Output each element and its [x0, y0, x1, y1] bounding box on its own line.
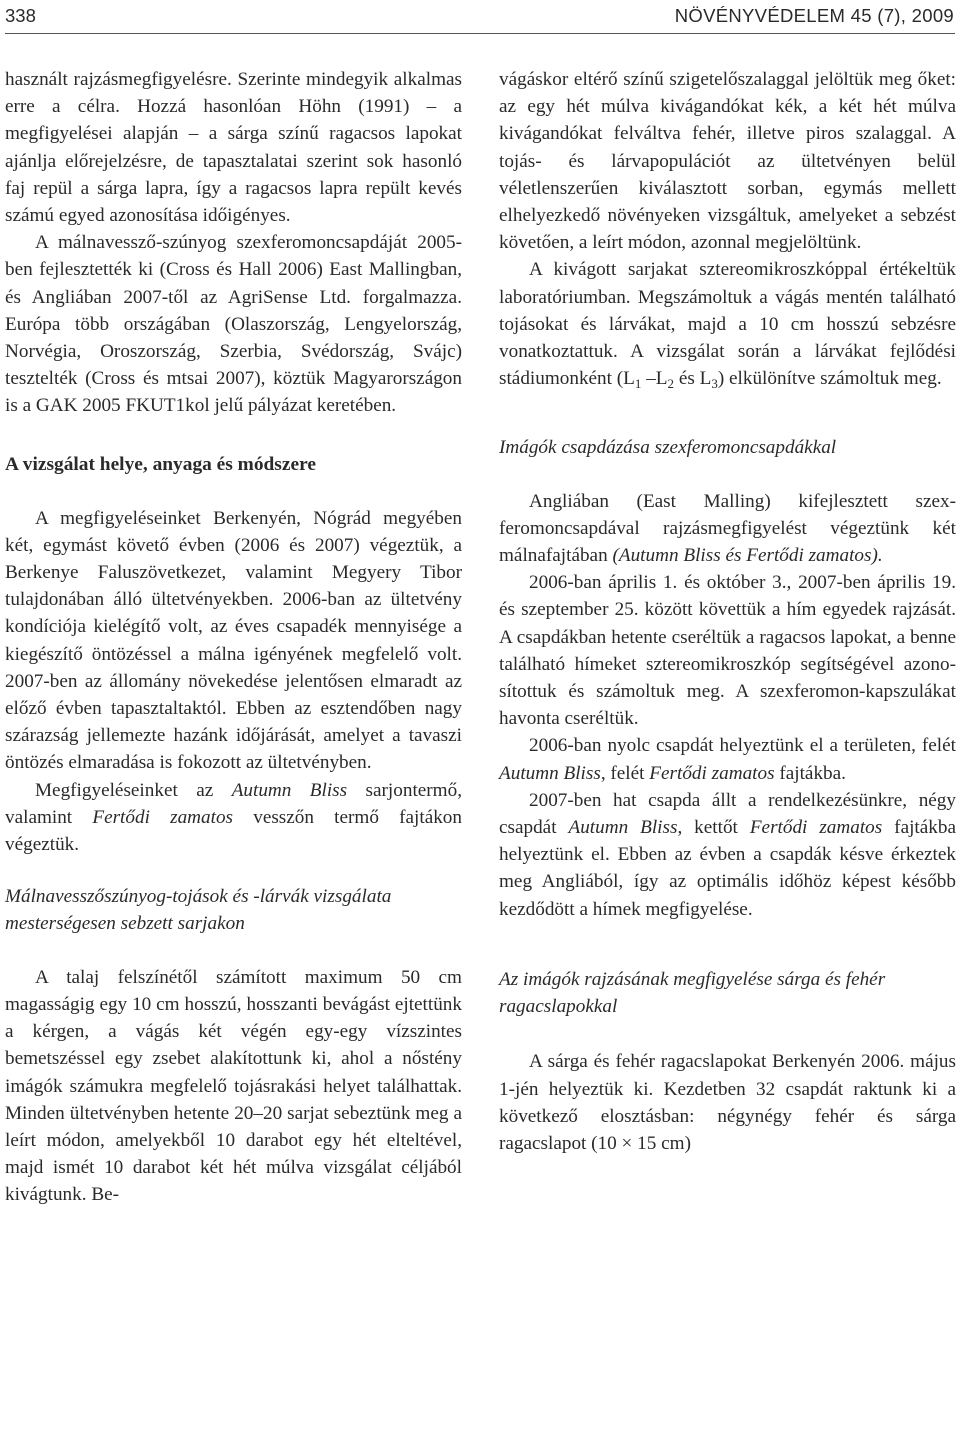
- header-rule: [5, 33, 955, 34]
- cultivar-name: Fertődi zamatos: [649, 762, 775, 784]
- text-span: Angliában (East Malling) kifejlesztett szexferomoncsapdával rajzásmegfigyelést végeztünk két málnafajtában: [499, 490, 956, 567]
- subscript: 2: [667, 376, 675, 392]
- paragraph-2007-traps: [499, 787, 956, 923]
- paragraph-study-site: A megfigyeléseinket Berkenyén, Nógrád megyében két, egymást követő évben (2006 és 2007) végeztük, a Berkenye Faluszövetkezet, valamint Megyery Tibor tulajdonában álló ültetvényekben. 2006-ban az ültetvény kondíciója kielégítő volt, az éves csapadék mennyisége a kiegészítő öntözéssel a málna igényének megfelelő volt. 2007-ben az állomány növekedése jelentősen elmaradt az előző évben tapasztaltaktól. Ebben az esztendőben nagy szárazság jellemezte hazánk időjárását, amelyet a tavaszi öntözés elmaradása is fokozott az ültetvényben.: [5, 507, 462, 774]
- cultivar-name: Autumn Bliss: [568, 817, 678, 839]
- subheading-eggs-larvae: Málnavesszőszúnyog-tojások és -lárvák vizsgálata mesterségesen sebzett sarjakon: [5, 886, 392, 935]
- subscript: 1: [634, 376, 642, 392]
- paragraph-marking-shoots: vágáskor eltérő színű szigetelőszalaggal jelöltük meg őket: az egy hét múlva kivágandókat kék, a két hét múlva kivágandókat felváltva fehér, illetve piros szalaggal. A tojás- és lárvapopulációt az ültetvényen belül véletlenszerűen kiválasztott sorban, egymás mellett elhelyezkedő növényeken vizsgáltuk, amelyeket a sebzést követően, a leírt módon, azonnal megjelöltünk.: [499, 69, 956, 254]
- cultivar-name: Autumn Bliss: [499, 762, 601, 784]
- paragraph-continued-intro: használt rajzásmegfigyelésre. Szerinte mindegyik alkalmas erre a célra. Hozzá hasonlóan Höhn (1991) – a megfigyelései alapján – a sárga színű ragacsos lapokat ajánlja előrejelzésre, de tapasztalatai szerint sok hasonló faj repül a sárga lapra, így a ragacsos lapra repült kevés számú egyed azonosítása időigényes.: [5, 69, 462, 227]
- text-span: , kettőt: [677, 817, 750, 839]
- paragraph-lab-evaluation: [499, 256, 956, 392]
- paragraph-pheromone-trap-history: A málnavessző-szúnyog szexferomoncsapdáját 2005-ben fejlesztették ki (Cross és Hall 2006) East Mallingban, és Angliában 2007-től az AgriSense Ltd. forgalmazza. Európa több országában (Olaszország, Lengyelország, Norvégia, Oroszország, Szerbia, Svédország, Svájc) tesztelték (Cross és mtsai 2007), köztük Magyarországon is a GAK 2005 FKUT1kol jelű pályázat keretében.: [5, 232, 462, 417]
- subheading-pheromone-trapping: Imágók csapdázása szexferomoncsapdákkal: [499, 437, 837, 459]
- subheading-sticky-plates: Az imágók rajzásának megfigyelése sárga és fehér ragacslapokkal: [499, 968, 886, 1018]
- paragraph-wounding-method: A talaj felszínétől számított maximum 50 cm magasságig egy 10 cm hosszú, hosszanti bevágást ejtettünk a kérgen, a vágás két végén egy-egy vízszintes bemetszéssel egy zsebet alakítottunk ki, ahol a nőstény imágók számukra megfelelő tojásrakási helyet találhattak. Minden ültetvényben hetente 20–20 sarjat sebeztünk meg a leírt módon, amelyekből 10 darabot egy hét elteltével, majd ismét 10 darabot két hét múlva vizsgálat céljából kivágtunk. Be-: [5, 966, 462, 1206]
- text-span: ) elkülönítve számoltuk meg.: [717, 368, 942, 390]
- text-span: fajtákba.: [774, 762, 846, 784]
- text-span: vesszőn termő fajtákon végeztük.: [5, 806, 462, 856]
- text-span: fajtákba helyeztünk el. Ebben az évben a csapdák késve érkeztek meg Angliából, így az optimális időhöz képest később kezdődött a hímek megfigyelése.: [499, 817, 956, 920]
- journal-running-head: NÖVÉNYVÉDELEM 45 (7), 2009: [674, 5, 954, 26]
- text-span: Megfigyeléseinket az: [35, 779, 232, 801]
- text-span: 2006-ban nyolc csapdát helyeztünk el a területen, felét: [529, 735, 956, 757]
- right-column: [499, 66, 956, 1157]
- text-span: 2007-ben hat csapda állt a rendelkezésünkre, négy csapdát: [499, 789, 956, 839]
- paragraph-trap-origin: [499, 488, 956, 570]
- text-span: és L: [674, 368, 712, 390]
- paragraph-2006-traps: [499, 732, 956, 786]
- page-number: 338: [5, 5, 36, 26]
- cultivar-name: Fertődi zamatos: [749, 817, 883, 839]
- cultivar-name: Autumn Bliss: [231, 779, 348, 801]
- cultivar-names: (Autumn Bliss és Fertődi zamatos).: [612, 545, 883, 567]
- text-span: sarjontermő, valamint: [5, 779, 462, 828]
- paragraph-cultivars: [5, 777, 462, 859]
- text-span: –L: [641, 368, 668, 390]
- cultivar-name: Fertődi zamatos: [92, 806, 234, 828]
- text-span: , felét: [600, 762, 650, 784]
- left-column: [5, 66, 462, 1209]
- paragraph-sticky-plate-setup: A sárga és fehér ragacslapokat Berkenyén 2006. május 1-jén helyeztük ki. Kezdetben 32 csapdát raktunk ki a következő elosztásban: négynégy fehér és sárga ragacslapot (10 × 15 cm): [499, 1051, 956, 1154]
- section-heading-methods: A vizsgálat helye, anyaga és módszere: [5, 453, 316, 475]
- subscript: 3: [711, 376, 718, 392]
- text-span: A kivágott sarjakat sztereomikroszkóppal értékeltük laboratóriumban. Megszámoltuk a vágás mentén található tojásokat és lárvákat, majd a 10 cm hosszú sebzésre vonatkoztattuk. A vizsgálat során a lárvákat fejlődési stádiumonként (L: [499, 259, 956, 390]
- paragraph-trapping-periods: 2006-ban április 1. és október 3., 2007-ben április 19. és szeptember 25. között követtük a hím egyedek rajzását. A csapdákban hetente cseréltük a ragacsos lapokat, a benne található hímeket sztereomikroszkóp segítségével azonosítottuk és számoltuk meg. A szexferomon-kapszulákat havonta cseréltük.: [499, 572, 956, 730]
- page-header: [0, 0, 960, 40]
